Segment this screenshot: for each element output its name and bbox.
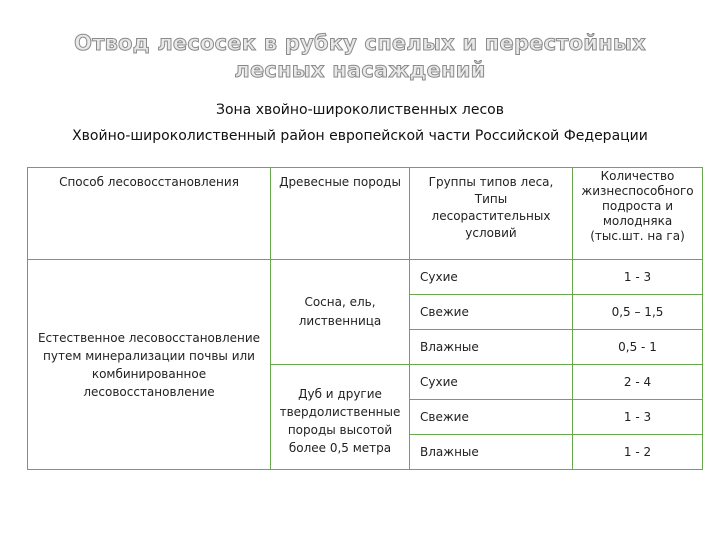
species-cell-conifer: Сосна, ель, лиственница: [271, 260, 410, 365]
species-cell-hardwood: Дуб и другие твердолиственные породы высотой более 0,5 метра: [271, 365, 410, 470]
table-row: [28, 260, 703, 295]
condition-cell: Сухие: [410, 365, 573, 400]
regeneration-table: [27, 167, 703, 470]
header-species: Древесные породы: [271, 168, 410, 260]
quantity-cell: 1 - 3: [573, 400, 703, 435]
condition-cell: Сухие: [410, 260, 573, 295]
condition-cell: Влажные: [410, 435, 573, 470]
condition-cell: Влажные: [410, 330, 573, 365]
region-subtitle: Хвойно-широколиственный район европейской части Российской Федерации: [72, 128, 648, 144]
quantity-cell: 1 - 3: [573, 260, 703, 295]
header-method: Способ лесовосстановления: [28, 168, 271, 260]
condition-cell: Свежие: [410, 295, 573, 330]
quantity-cell: 2 - 4: [573, 365, 703, 400]
header-quantity: Количество жизнеспособного подроста и молодняка (тыс.шт. на га): [573, 168, 703, 260]
header-row: [28, 168, 703, 260]
header-forest-types: Группы типов леса, Типы лесорастительных условий: [410, 168, 573, 260]
condition-cell: Свежие: [410, 400, 573, 435]
method-cell: Естественное лесовосстановление путем минерализации почвы или комбинированное лесовосстановление: [28, 260, 271, 470]
zone-subtitle: Зона хвойно-широколиственных лесов: [215, 102, 504, 118]
slide-title: Отвод лесосек в рубку спелых и перестойных лесных насаждений: [74, 31, 646, 82]
quantity-cell: 1 - 2: [573, 435, 703, 470]
quantity-cell: 0,5 – 1,5: [573, 295, 703, 330]
quantity-cell: 0,5 - 1: [573, 330, 703, 365]
